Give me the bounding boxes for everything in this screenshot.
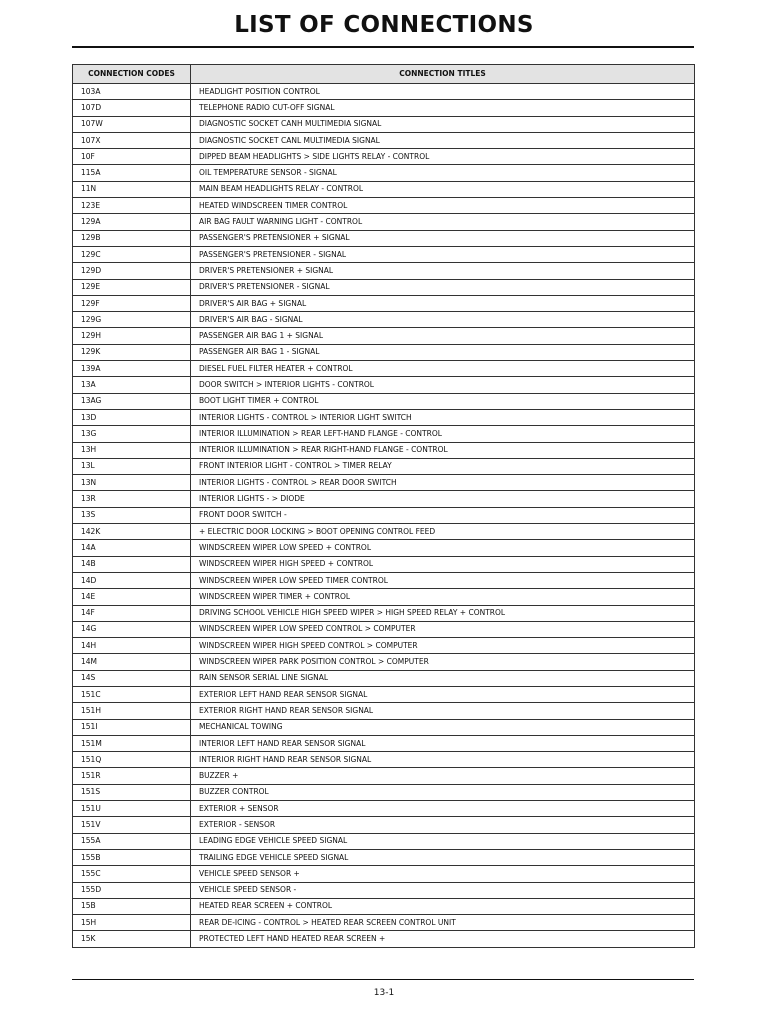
- table-row: [73, 393, 695, 409]
- table-row: [73, 214, 695, 230]
- connection-code-cell: 11N: [73, 181, 191, 197]
- connection-title-cell: INTERIOR ILLUMINATION > REAR LEFT-HAND FLANGE - CONTROL: [191, 426, 695, 442]
- connection-code-cell: 13A: [73, 377, 191, 393]
- connection-code-cell: 151C: [73, 686, 191, 702]
- table-row: [73, 703, 695, 719]
- connection-title-cell: BOOT LIGHT TIMER + CONTROL: [191, 393, 695, 409]
- connection-title-cell: WINDSCREEN WIPER HIGH SPEED + CONTROL: [191, 556, 695, 572]
- connection-title-cell: INTERIOR RIGHT HAND REAR SENSOR SIGNAL: [191, 752, 695, 768]
- table-row: [73, 279, 695, 295]
- connection-title-cell: EXTERIOR RIGHT HAND REAR SENSOR SIGNAL: [191, 703, 695, 719]
- connection-title-cell: HEADLIGHT POSITION CONTROL: [191, 84, 695, 100]
- table-row: [73, 230, 695, 246]
- table-row: [73, 589, 695, 605]
- connection-title-cell: FRONT INTERIOR LIGHT - CONTROL > TIMER RELAY: [191, 458, 695, 474]
- table-row: [73, 572, 695, 588]
- table-row: [73, 801, 695, 817]
- connection-title-cell: DRIVING SCHOOL VEHICLE HIGH SPEED WIPER > HIGH SPEED RELAY + CONTROL: [191, 605, 695, 621]
- table-row: [73, 866, 695, 882]
- connection-code-cell: 151M: [73, 735, 191, 751]
- connection-code-cell: 129G: [73, 312, 191, 328]
- connection-title-cell: WINDSCREEN WIPER HIGH SPEED CONTROL > COMPUTER: [191, 638, 695, 654]
- table-row: [73, 442, 695, 458]
- connection-title-cell: DIAGNOSTIC SOCKET CANL MULTIMEDIA SIGNAL: [191, 132, 695, 148]
- table-row: [73, 524, 695, 540]
- connection-title-cell: EXTERIOR LEFT HAND REAR SENSOR SIGNAL: [191, 686, 695, 702]
- connection-title-cell: EXTERIOR + SENSOR: [191, 801, 695, 817]
- connection-code-cell: 129K: [73, 344, 191, 360]
- connection-title-cell: INTERIOR LIGHTS - CONTROL > REAR DOOR SWITCH: [191, 475, 695, 491]
- connection-title-cell: REAR DE-ICING - CONTROL > HEATED REAR SCREEN CONTROL UNIT: [191, 915, 695, 931]
- connection-code-cell: 13AG: [73, 393, 191, 409]
- connection-title-cell: INTERIOR LIGHTS - CONTROL > INTERIOR LIGHT SWITCH: [191, 409, 695, 425]
- connection-code-cell: 155A: [73, 833, 191, 849]
- connection-code-cell: 14S: [73, 670, 191, 686]
- table-row: [73, 409, 695, 425]
- connection-code-cell: 129A: [73, 214, 191, 230]
- connection-title-cell: MECHANICAL TOWING: [191, 719, 695, 735]
- table-row: [73, 198, 695, 214]
- table-row: [73, 849, 695, 865]
- connection-code-cell: 129F: [73, 295, 191, 311]
- connection-code-cell: 115A: [73, 165, 191, 181]
- connection-title-cell: EXTERIOR - SENSOR: [191, 817, 695, 833]
- connection-code-cell: 151U: [73, 801, 191, 817]
- table-row: [73, 735, 695, 751]
- connection-code-cell: 155B: [73, 849, 191, 865]
- connection-title-cell: LEADING EDGE VEHICLE SPEED SIGNAL: [191, 833, 695, 849]
- table-row: [73, 132, 695, 148]
- connection-code-cell: 151Q: [73, 752, 191, 768]
- connection-code-cell: 13H: [73, 442, 191, 458]
- table-row: [73, 784, 695, 800]
- table-header-row: [73, 65, 695, 84]
- connection-code-cell: 14E: [73, 589, 191, 605]
- table-row: [73, 817, 695, 833]
- connection-code-cell: 14F: [73, 605, 191, 621]
- connection-title-cell: DIAGNOSTIC SOCKET CANH MULTIMEDIA SIGNAL: [191, 116, 695, 132]
- table-row: [73, 149, 695, 165]
- connections-table-container: [72, 64, 694, 948]
- connection-code-cell: 151S: [73, 784, 191, 800]
- page-title: LIST OF CONNECTIONS: [234, 12, 534, 38]
- connection-code-cell: 15B: [73, 898, 191, 914]
- connection-title-cell: RAIN SENSOR SERIAL LINE SIGNAL: [191, 670, 695, 686]
- connection-title-cell: INTERIOR LIGHTS - > DIODE: [191, 491, 695, 507]
- connection-title-cell: + ELECTRIC DOOR LOCKING > BOOT OPENING CONTROL FEED: [191, 524, 695, 540]
- table-row: [73, 556, 695, 572]
- table-row: [73, 263, 695, 279]
- connection-code-cell: 14A: [73, 540, 191, 556]
- connection-title-cell: DRIVER'S PRETENSIONER + SIGNAL: [191, 263, 695, 279]
- connection-code-cell: 129H: [73, 328, 191, 344]
- footer-rule: [72, 979, 694, 980]
- connection-code-cell: 13R: [73, 491, 191, 507]
- table-row: [73, 491, 695, 507]
- table-row: [73, 165, 695, 181]
- connections-table: [72, 64, 695, 948]
- table-row: [73, 719, 695, 735]
- connection-title-cell: DIESEL FUEL FILTER HEATER + CONTROL: [191, 361, 695, 377]
- page-number: 13-1: [373, 988, 395, 998]
- connection-code-cell: 10F: [73, 149, 191, 165]
- table-row: [73, 931, 695, 947]
- connection-title-cell: AIR BAG FAULT WARNING LIGHT - CONTROL: [191, 214, 695, 230]
- table-row: [73, 426, 695, 442]
- connection-title-cell: PROTECTED LEFT HAND HEATED REAR SCREEN +: [191, 931, 695, 947]
- table-row: [73, 475, 695, 491]
- connection-title-cell: WINDSCREEN WIPER TIMER + CONTROL: [191, 589, 695, 605]
- connection-title-cell: TRAILING EDGE VEHICLE SPEED SIGNAL: [191, 849, 695, 865]
- table-row: [73, 670, 695, 686]
- table-row: [73, 116, 695, 132]
- table-row: [73, 84, 695, 100]
- connection-title-cell: MAIN BEAM HEADLIGHTS RELAY - CONTROL: [191, 181, 695, 197]
- connection-code-cell: 15H: [73, 915, 191, 931]
- connection-title-cell: WINDSCREEN WIPER LOW SPEED + CONTROL: [191, 540, 695, 556]
- table-row: [73, 752, 695, 768]
- connection-title-cell: DOOR SWITCH > INTERIOR LIGHTS - CONTROL: [191, 377, 695, 393]
- connection-code-cell: 142K: [73, 524, 191, 540]
- connection-code-cell: 14M: [73, 654, 191, 670]
- table-row: [73, 361, 695, 377]
- connection-code-cell: 13D: [73, 409, 191, 425]
- connection-code-cell: 129B: [73, 230, 191, 246]
- table-row: [73, 295, 695, 311]
- table-row: [73, 605, 695, 621]
- table-row: [73, 621, 695, 637]
- connection-code-cell: 139A: [73, 361, 191, 377]
- connection-code-cell: 13S: [73, 507, 191, 523]
- table-row: [73, 507, 695, 523]
- connection-title-cell: WINDSCREEN WIPER LOW SPEED CONTROL > COMPUTER: [191, 621, 695, 637]
- table-row: [73, 898, 695, 914]
- connection-title-cell: WINDSCREEN WIPER LOW SPEED TIMER CONTROL: [191, 572, 695, 588]
- connection-title-cell: VEHICLE SPEED SENSOR +: [191, 866, 695, 882]
- connection-code-cell: 103A: [73, 84, 191, 100]
- table-row: [73, 768, 695, 784]
- table-row: [73, 181, 695, 197]
- table-row: [73, 638, 695, 654]
- connection-code-cell: 107W: [73, 116, 191, 132]
- header-connection-codes: CONNECTION CODES: [73, 65, 191, 84]
- table-row: [73, 915, 695, 931]
- connection-code-cell: 155C: [73, 866, 191, 882]
- connection-title-cell: VEHICLE SPEED SENSOR -: [191, 882, 695, 898]
- connection-code-cell: 13N: [73, 475, 191, 491]
- connection-code-cell: 107X: [73, 132, 191, 148]
- connection-title-cell: WINDSCREEN WIPER PARK POSITION CONTROL > COMPUTER: [191, 654, 695, 670]
- connection-title-cell: DRIVER'S AIR BAG - SIGNAL: [191, 312, 695, 328]
- table-row: [73, 882, 695, 898]
- table-row: [73, 377, 695, 393]
- table-row: [73, 654, 695, 670]
- title-rule: [72, 46, 694, 48]
- connection-title-cell: INTERIOR LEFT HAND REAR SENSOR SIGNAL: [191, 735, 695, 751]
- connection-code-cell: 155D: [73, 882, 191, 898]
- connection-code-cell: 14H: [73, 638, 191, 654]
- header-connection-titles: CONNECTION TITLES: [191, 65, 695, 84]
- connection-code-cell: 129C: [73, 246, 191, 262]
- connection-code-cell: 14D: [73, 572, 191, 588]
- connection-title-cell: FRONT DOOR SWITCH -: [191, 507, 695, 523]
- connection-code-cell: 15K: [73, 931, 191, 947]
- connection-title-cell: BUZZER CONTROL: [191, 784, 695, 800]
- connection-title-cell: PASSENGER'S PRETENSIONER - SIGNAL: [191, 246, 695, 262]
- connection-code-cell: 123E: [73, 198, 191, 214]
- table-row: [73, 686, 695, 702]
- connection-title-cell: DRIVER'S PRETENSIONER - SIGNAL: [191, 279, 695, 295]
- connection-title-cell: BUZZER +: [191, 768, 695, 784]
- table-row: [73, 833, 695, 849]
- connection-title-cell: HEATED REAR SCREEN + CONTROL: [191, 898, 695, 914]
- connection-code-cell: 151I: [73, 719, 191, 735]
- connection-code-cell: 14G: [73, 621, 191, 637]
- connection-code-cell: 13G: [73, 426, 191, 442]
- connection-title-cell: DIPPED BEAM HEADLIGHTS > SIDE LIGHTS RELAY - CONTROL: [191, 149, 695, 165]
- connection-code-cell: 129E: [73, 279, 191, 295]
- connection-code-cell: 151R: [73, 768, 191, 784]
- connection-title-cell: TELEPHONE RADIO CUT-OFF SIGNAL: [191, 100, 695, 116]
- table-row: [73, 100, 695, 116]
- table-row: [73, 344, 695, 360]
- connection-title-cell: PASSENGER AIR BAG 1 + SIGNAL: [191, 328, 695, 344]
- table-row: [73, 328, 695, 344]
- connection-code-cell: 14B: [73, 556, 191, 572]
- connection-code-cell: 129D: [73, 263, 191, 279]
- table-row: [73, 246, 695, 262]
- connection-code-cell: 151H: [73, 703, 191, 719]
- connection-title-cell: PASSENGER AIR BAG 1 - SIGNAL: [191, 344, 695, 360]
- connection-title-cell: PASSENGER'S PRETENSIONER + SIGNAL: [191, 230, 695, 246]
- connection-title-cell: OIL TEMPERATURE SENSOR - SIGNAL: [191, 165, 695, 181]
- table-row: [73, 312, 695, 328]
- table-row: [73, 540, 695, 556]
- connection-title-cell: DRIVER'S AIR BAG + SIGNAL: [191, 295, 695, 311]
- connection-code-cell: 107D: [73, 100, 191, 116]
- connection-title-cell: INTERIOR ILLUMINATION > REAR RIGHT-HAND FLANGE - CONTROL: [191, 442, 695, 458]
- connection-title-cell: HEATED WINDSCREEN TIMER CONTROL: [191, 198, 695, 214]
- connection-code-cell: 13L: [73, 458, 191, 474]
- table-row: [73, 458, 695, 474]
- connection-code-cell: 151V: [73, 817, 191, 833]
